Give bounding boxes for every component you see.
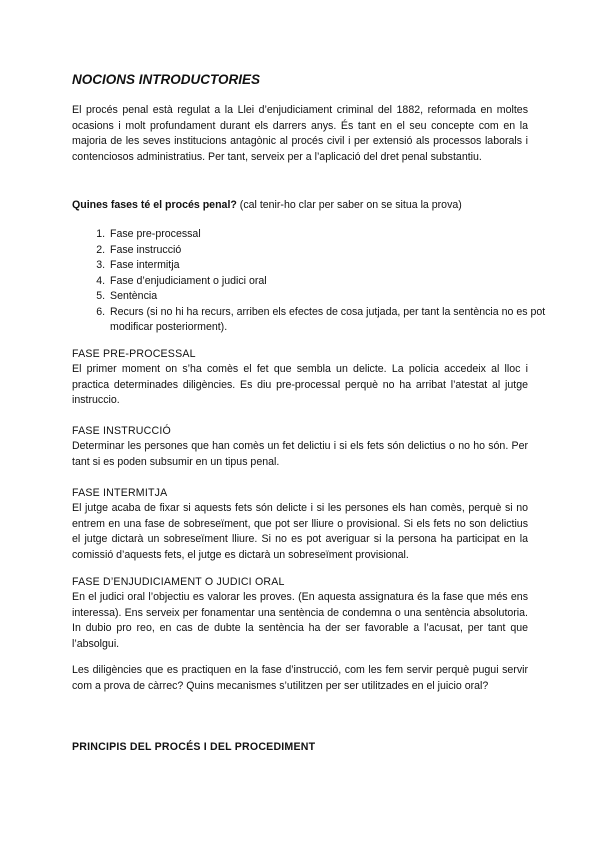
section-heading-judici-oral: FASE D’ENJUDICIAMENT O JUDICI ORAL bbox=[72, 576, 285, 588]
next-section-heading: PRINCIPIS DEL PROCÉS I DEL PROCEDIMENT bbox=[72, 741, 316, 753]
section-text-pre-processal: El primer moment on s’ha comès el fet que sembla un delicte. La policia accedeix al lloc i practica determinades diligències. Es diu pre-processal perquè no ha arribat l’atestat al jutge instruccio. bbox=[72, 363, 528, 406]
phases-question bbox=[72, 198, 528, 214]
list-item: 5. Sentència bbox=[108, 289, 548, 305]
list-item: 4. Fase d’enjudiciament o judici oral bbox=[108, 274, 548, 290]
phases-list bbox=[72, 227, 548, 336]
section-heading-pre-processal: FASE PRE-PROCESSAL bbox=[72, 348, 196, 360]
intro-paragraph: El procés penal està regulat a la Llei d’enjudiciament criminal del 1882, reformada en moltes ocasions i molt profundament durant els darrers anys. És tant en el seu concepte com en la majoria de les seves institucions antagònic al procés civil i per extensió als processos laborals i contenciosos administratius. Per tant, serveix per a l’aplicació del dret penal substantiu. bbox=[72, 104, 528, 163]
list-item: 2. Fase instrucció bbox=[108, 243, 548, 259]
list-item: 1. Fase pre-processal bbox=[108, 227, 548, 243]
section-text-intermitja: El jutge acaba de fixar si aquests fets són delicte i si les persones els han comès, perquè si no entrem en una fase de sobreseïment, que pot ser lliure o provisional. Si els fets no son delictius el jutge dictarà un sobreseïment lliure. Si no es pot averiguar si la persona ha participat en la comissió d’aquests fets, el jutge es dictarà un sobreseïment provisional. bbox=[72, 502, 528, 561]
closing-question: Les diligències que es practiquen en la fase d’instrucció, com les fem servir perquè pugui servir com a prova de càrrec? Quins mecanismes s’utilitzen per ser utilitzades en el juicio oral? bbox=[72, 664, 528, 692]
section-heading-instruccio: FASE INSTRUCCIÓ bbox=[72, 425, 171, 437]
phases-question-note: (cal tenir-ho clar per saber on se situa la prova) bbox=[236, 199, 462, 211]
list-item: 6. Recurs (si no hi ha recurs, arriben els efectes de cosa jutjada, per tant la sentència no es pot modificar posteriorment). bbox=[108, 305, 548, 336]
list-item: 3. Fase intermitja bbox=[108, 258, 548, 274]
page-title: NOCIONS INTRODUCTORIES bbox=[72, 72, 261, 87]
section-text-judici-oral: En el judici oral l’objectiu es valorar les proves. (En aquesta assignatura és la fase que més ens interessa). Ens serveix per fonamentar una sentència de condemna o una sentència absolutoria. In dubio pro reo, en cas de dubte la sentència ha der ser favorable a l’acusat, per tant que l’absolgui. bbox=[72, 591, 528, 650]
section-text-instruccio: Determinar les persones que han comès un fet delictiu i si els fets són delictius o no ho són. Per tant si es poden subsumir en un tipus penal. bbox=[72, 440, 528, 468]
phases-question-bold: Quines fases té el procés penal? bbox=[72, 199, 237, 211]
section-heading-intermitja: FASE INTERMITJA bbox=[72, 487, 168, 499]
